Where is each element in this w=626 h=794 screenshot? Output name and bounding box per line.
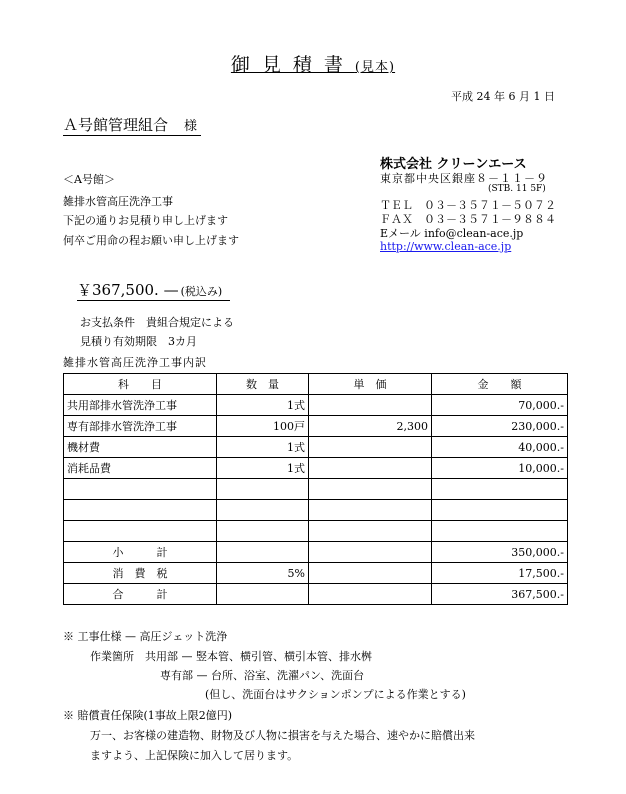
- header-item: 科 目: [64, 374, 217, 395]
- total-label: 合 計: [64, 584, 217, 605]
- cell-item: 専有部排水管洗浄工事: [64, 416, 217, 437]
- cell-quantity: [217, 479, 309, 500]
- tax-label: 消 費 税: [64, 563, 217, 584]
- page-title: [0, 50, 626, 77]
- cell-unit-price: [309, 395, 432, 416]
- note-private-detail: (但し、洗面台はサクションポンプによる作業とする): [205, 688, 466, 701]
- total-unit-price: [309, 584, 432, 605]
- issue-date: 平成 24 年 6 月 1 日: [451, 90, 555, 103]
- intro-line: 下記の通りお見積り申し上げます: [63, 214, 228, 227]
- title-main: 御見積書: [230, 54, 355, 76]
- cell-amount: 40,000.-: [432, 437, 568, 458]
- payment-terms: お支払条件 貴組合規定による: [80, 316, 234, 329]
- cell-amount: [432, 521, 568, 542]
- company-tel: ＴＥＬ ０３－３５７１－５０７２: [380, 199, 556, 212]
- table-row: [64, 521, 568, 542]
- table-row: [64, 437, 568, 458]
- table-title: 雑排水管高圧洗浄工事内訳: [63, 356, 207, 369]
- intro-line: 何卒ご用命の程お願い申し上げます: [63, 234, 239, 247]
- table-header-row: [64, 374, 568, 395]
- cell-quantity: 1式: [217, 437, 309, 458]
- note-common-area: 作業箇所 共用部 — 竪本管、横引管、横引本管、排水桝: [90, 650, 372, 663]
- header-amount: 金 額: [432, 374, 568, 395]
- table-row: [64, 416, 568, 437]
- total-quantity: [217, 584, 309, 605]
- cell-unit-price: [309, 479, 432, 500]
- company-email: Eメール info@clean-ace.jp: [380, 227, 524, 240]
- price-tax-note: (税込み): [180, 285, 223, 298]
- note-insurance-text: 万一、お客様の建造物、財物及び人物に損害を与えた場合、速やかに賠償出来: [90, 729, 475, 742]
- estimate-table: [63, 373, 568, 605]
- tax-row: [64, 563, 568, 584]
- price-amount: ￥367,500. —: [77, 281, 179, 299]
- company-fax: ＦＡＸ ０３－３５７１－９８８４: [380, 213, 556, 226]
- table-row: [64, 479, 568, 500]
- cell-amount: [432, 500, 568, 521]
- cell-item: [64, 521, 217, 542]
- cell-unit-price: [309, 437, 432, 458]
- tax-unit-price: [309, 563, 432, 584]
- subtotal-amount: 350,000.-: [432, 542, 568, 563]
- cell-quantity: 100戸: [217, 416, 309, 437]
- table-row: [64, 458, 568, 479]
- company-website-link[interactable]: http://www.clean-ace.jp: [380, 240, 512, 253]
- subtotal-unit-price: [309, 542, 432, 563]
- note-work-spec: ※ 工事仕様 — 高圧ジェット洗浄: [63, 630, 228, 643]
- company-name: 株式会社 クリーンエース: [380, 157, 527, 172]
- cell-quantity: [217, 500, 309, 521]
- note-insurance-text: ますよう、上記保険に加入して居ります。: [90, 749, 299, 762]
- total-amount: 367,500.-: [432, 584, 568, 605]
- title-sub: (見本): [354, 60, 396, 75]
- cell-quantity: [217, 521, 309, 542]
- cell-item: [64, 500, 217, 521]
- cell-item: [64, 479, 217, 500]
- intro-line: 雑排水管高圧洗浄工事: [63, 195, 173, 208]
- cell-amount: 10,000.-: [432, 458, 568, 479]
- company-address: 東京都中央区銀座８－１１－９: [380, 172, 548, 185]
- tax-rate: 5%: [217, 563, 309, 584]
- header-unit-price: 単 価: [309, 374, 432, 395]
- cell-amount: 70,000.-: [432, 395, 568, 416]
- cell-amount: 230,000.-: [432, 416, 568, 437]
- table-row: [64, 500, 568, 521]
- cell-unit-price: [309, 458, 432, 479]
- client-name: [63, 114, 201, 136]
- total-price: [77, 279, 230, 301]
- cell-quantity: 1式: [217, 458, 309, 479]
- table-row: [64, 395, 568, 416]
- header-quantity: 数 量: [217, 374, 309, 395]
- cell-amount: [432, 479, 568, 500]
- subtotal-row: [64, 542, 568, 563]
- cell-unit-price: 2,300: [309, 416, 432, 437]
- tax-amount: 17,500.-: [432, 563, 568, 584]
- total-row: [64, 584, 568, 605]
- note-insurance: ※ 賠償責任保険(1事故上限2億円): [63, 709, 233, 722]
- cell-unit-price: [309, 500, 432, 521]
- client-name-text: Ａ号館管理組合: [63, 116, 169, 134]
- cell-item: 機材費: [64, 437, 217, 458]
- note-private-area: 専有部 — 台所、浴室、洗濯パン、洗面台: [160, 669, 365, 682]
- cell-unit-price: [309, 521, 432, 542]
- intro-line: ＜A号館＞: [63, 173, 115, 186]
- validity-period: 見積り有効期限 3カ月: [80, 335, 197, 348]
- cell-item: 消耗品費: [64, 458, 217, 479]
- client-honorific: 様: [184, 119, 198, 134]
- cell-quantity: 1式: [217, 395, 309, 416]
- subtotal-label: 小 計: [64, 542, 217, 563]
- company-building: (STB. 11 5F): [488, 184, 546, 194]
- cell-item: 共用部排水管洗浄工事: [64, 395, 217, 416]
- subtotal-quantity: [217, 542, 309, 563]
